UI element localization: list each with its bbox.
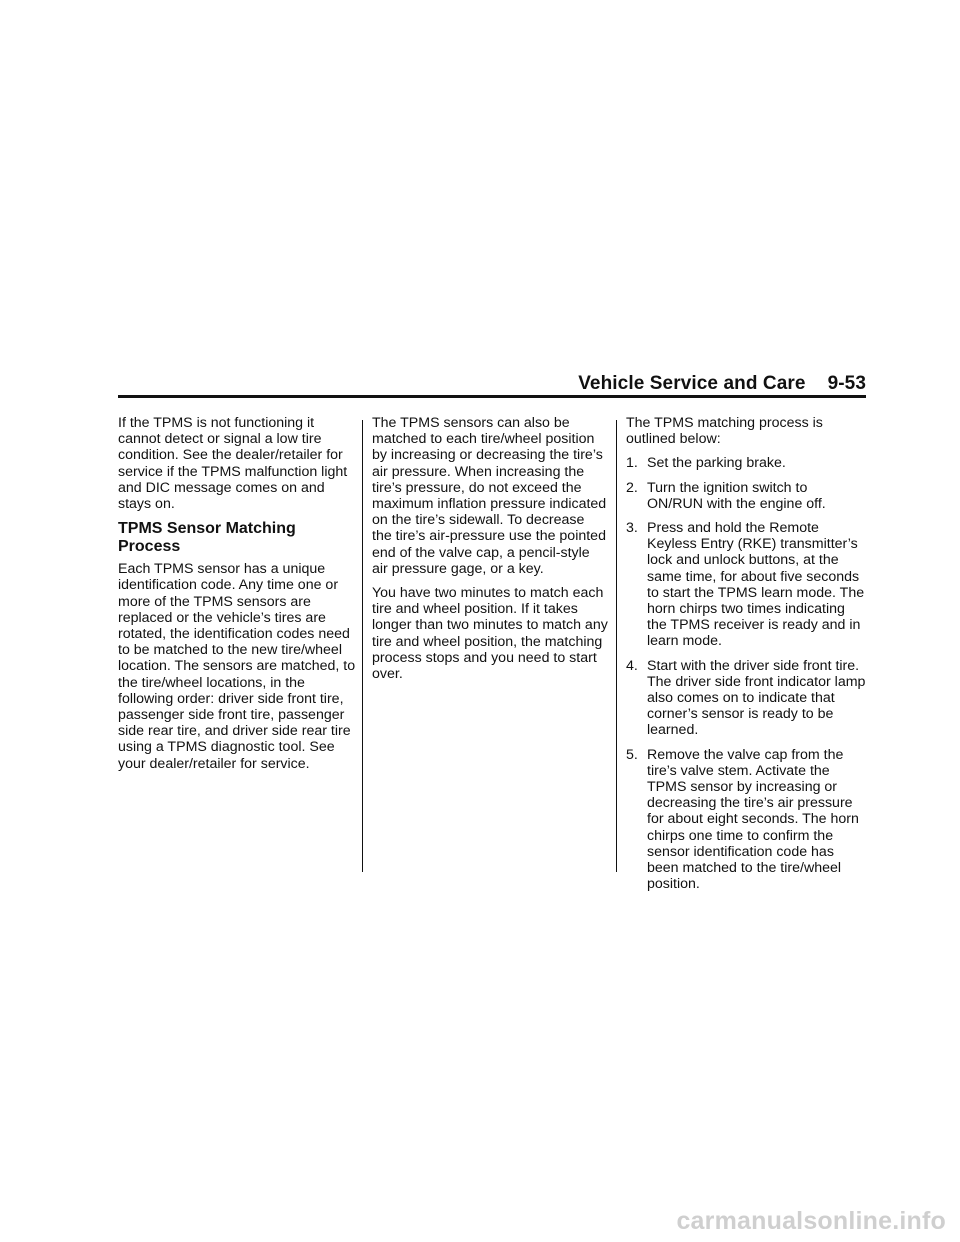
column-3 (626, 415, 866, 900)
steps-list (626, 455, 866, 892)
header-rule (118, 395, 866, 398)
pressure-matching-paragraph: The TPMS sensors can also be matched to each tire/wheel position by increasing or decreasing the tire’s air pressure. When increasing the tire’s pressure, do not exceed the maximum inflation pressure indicated on the tire’s sidewall. To decrease the tire’s air-pressure use the pointed end of the valve cap, a pencil-style air pressure gage, or a key. (372, 415, 607, 577)
column-divider-1 (362, 420, 363, 872)
step-text: Remove the valve cap from the tire’s valve stem. Activate the TPMS sensor by increasing or decreasing the tire’s air pressure for about eight seconds. The horn chirps one time to confirm the sensor identification code has been matched to the tire/wheel position. (647, 746, 859, 893)
list-item (626, 520, 866, 650)
page-header (118, 371, 866, 397)
time-limit-paragraph: You have two minutes to match each tire and wheel position. If it takes longer than two minutes to match any tire and wheel position, the matching process stops and you need to start over. (372, 585, 608, 683)
list-item (626, 658, 866, 739)
step-text: Press and hold the Remote Keyless Entry (RKE) transmitter’s lock and unlock buttons, at the same time, for about five seconds to start the TPMS learn mode. The horn chirps two times indicating the TPMS receiver is ready and in learn mode. (647, 520, 865, 650)
sensor-matching-paragraph: Each TPMS sensor has a unique identification code. Any time one or more of the TPMS sensors are replaced or the vehicle’s tires are rotated, the identification codes need to be matched to the new tire/wheel location. The sensors are matched, to the tire/wheel locations, in the following order: driver side front tire, passenger side front tire, passenger side rear tire, and driver side rear tire using a TPMS diagnostic tool. See your dealer/retailer for service. (118, 561, 356, 772)
step-text: Turn the ignition switch to ON/RUN with the engine off. (647, 479, 826, 512)
step-text: Set the parking brake. (647, 455, 786, 472)
process-intro: The TPMS matching process is outlined below: (626, 415, 823, 448)
list-item (626, 747, 866, 893)
step-number: 3. (626, 520, 638, 537)
tpms-not-functioning-paragraph: If the TPMS is not functioning it cannot detect or signal a low tire condition. See the dealer/retailer for service if the TPMS malfunction light and DIC message comes on and stays on. (118, 415, 348, 513)
step-number: 2. (626, 479, 638, 496)
watermark: carmanualsonline.info (676, 1207, 946, 1235)
list-item (626, 480, 866, 512)
column-1 (118, 415, 356, 780)
step-text: Start with the driver side front tire. The driver side front indicator lamp also comes on to indicate that corner’s sensor is ready to be learned. (647, 657, 866, 739)
step-number: 1. (626, 455, 638, 472)
step-number: 5. (626, 746, 638, 763)
section-heading: TPMS Sensor Matching Process (118, 520, 296, 556)
column-divider-2 (616, 420, 617, 872)
list-item (626, 455, 866, 471)
column-2 (372, 415, 608, 690)
page-number: 9-53 (827, 373, 866, 394)
step-number: 4. (626, 657, 638, 674)
section-title: Vehicle Service and Care (578, 373, 806, 394)
